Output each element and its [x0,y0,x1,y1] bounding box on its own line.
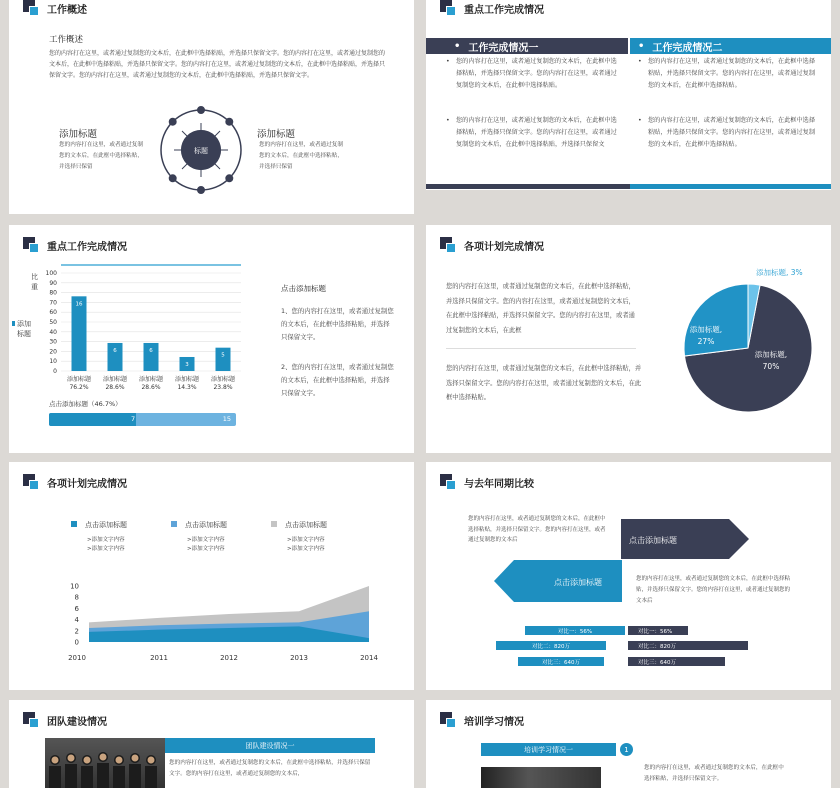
x-tick-label: 2014 [360,654,378,662]
cycle-diagram [151,100,251,200]
progress-label: 点击添加标题（46.7%） [49,400,122,408]
center-label: 标题 [194,147,208,155]
legend-item [71,520,171,552]
legend-label: 点击添加标题 [185,521,227,529]
legend-label-2: 标题 [17,330,31,338]
legend-swatch [71,521,77,527]
pie-slice [684,284,748,356]
slide-plan-completion-pie[interactable] [426,225,831,453]
slide-title-text: 与去年同期比较 [464,478,534,490]
bullet-icon: • [638,40,645,52]
bar-value-label: 6 [113,347,117,354]
slide-work-overview[interactable] [9,0,414,214]
arrow-right-label: 点击添加标题 [629,536,677,545]
legend-sub-line: >添加文字内容 [87,546,125,552]
legend-label: 点击添加标题 [85,521,127,529]
y-tick-label: 2 [74,627,79,636]
slide-title [23,710,107,730]
compare-bar-right: 对比二：820万 [628,641,748,650]
footer-bar-dark [426,184,630,189]
slide-title [23,235,127,255]
training-text: 您的内容打在这里，或者通过复制您的文本后，在此框中选择粘贴，并选择只保留文字。 [644,765,784,782]
y-tick-label: 30 [49,338,57,346]
x-percent-label: 28.6% [141,384,161,391]
progress-bar [49,413,236,426]
compare-text-top: 您的内容打在这里，或者通过复制您的文本后，在此框中选择粘贴，并选择只保留文字。您的内容打在这里，或者通过复制您的文本后 [468,516,606,543]
compare-bar-right: 对比一：56% [628,626,688,635]
bar-value-label: 6 [149,347,153,354]
footer-bar-blue [630,184,831,189]
y-tick-label: 40 [49,328,57,336]
team-banner: 团队建设情况一 [165,738,375,753]
col2-header [630,38,831,54]
y-tick-label: 8 [74,593,79,602]
y-axis-label-1: 比 [31,273,38,281]
col2-bullet-d: • 您的内容打在这里，或者通过复制您的文本后，在此框中选择粘贴，并选择只保留文字。您的内容打在这里，或者通过复制您的文本后，在此框中选择粘贴。 [638,117,816,148]
slide-key-work[interactable] [426,0,831,190]
slide-title-text: 团队建设情况 [47,716,107,728]
legend-swatch [12,321,15,326]
slide-key-work-chart[interactable] [9,225,414,453]
overview-subtitle: 工作概述 [49,35,84,45]
bar-value-label: 16 [75,301,83,308]
x-category-label: 添加标题 [174,376,200,383]
col2-heading: 工作完成情况二 [652,42,723,54]
progress-right-value: 15 [222,415,231,423]
bar-value-label: 5 [221,352,225,359]
legend-sub-line: >添加文字内容 [287,537,325,543]
compare-text-mid: 您的内容打在这里，或者通过复制您的文本后，在此框中选择粘贴，并选择只保留文字。您的内容打在这里，或者通过复制您的文本后 [636,576,791,604]
y-tick-label: 90 [49,279,57,287]
logo-icon [23,237,40,254]
side-heading: 点击添加标题 [281,284,326,293]
x-tick-label: 2012 [220,654,238,662]
x-tick-label: 2010 [68,654,86,662]
y-tick-label: 10 [49,358,57,366]
legend-item [271,520,371,552]
y-tick-label: 6 [74,604,79,613]
col1-bullet-a: • 您的内容打在这里，或者通过复制您的文本后，在此框中选择粘贴，并选择只保留文字。您的内容打在这里，或者通过复制您的文本后，在此框中选择粘贴。 [446,58,617,89]
y-tick-label: 60 [49,309,57,317]
training-banner: 培训学习情况一 [481,743,616,756]
arrow-left-label: 点击添加标题 [554,578,602,587]
y-tick-label: 80 [49,289,57,297]
pie-label-medium: 添加标题, [689,325,723,334]
bar [216,348,231,371]
area-chart [49,580,379,670]
y-tick-label: 0 [53,368,57,375]
compare-bar-right: 对比三：640万 [628,657,725,666]
side-item-2: 2、您的内容打在这里，或者通过复制您的文本后，在此框中选择粘贴，并选择只保留文字。 [281,363,394,397]
right-heading: 添加标题 [257,129,296,140]
logo-icon [440,474,457,491]
slide-title [440,472,534,492]
left-text: 您的内容打在这里，或者通过复制您的文本后，在此框中选择粘贴，并选择只保留 [59,142,143,170]
pie-label-large: 添加标题, [754,350,788,359]
compare-bar-left: 对比一：56% [525,626,625,635]
legend-label: 点击添加标题 [285,521,327,529]
people-icon [45,738,165,788]
training-photo [481,767,601,788]
training-badge: 1 [620,743,633,756]
logo-icon [23,0,40,17]
x-percent-label: 28.6% [105,384,125,391]
x-category-label: 添加标题 [102,376,128,383]
pie-paragraph-1: 您的内容打在这里，或者通过复制您的文本后，在此框中选择粘贴，并选择只保留文字。您的内容打在这里，或者通过复制您的文本后，在此框中选择粘贴，并选择只保留文字。您的内容打在这里，或者通过复制您的文本后，在此框 [446,283,635,334]
slide-title [23,472,127,492]
logo-icon [440,0,457,17]
col1-heading: 工作完成情况一 [468,42,539,54]
col1-bullet-b: • 您的内容打在这里，或者通过复制您的文本后，在此框中选择粘贴，并选择只保留文字。您的内容打在这里，或者通过复制您的文本后，在此框中选择粘贴，并选择只保留文 [446,117,617,148]
compare-bar-left: 对比三：640万 [518,657,604,666]
legend-item [171,520,271,552]
x-tick-label: 2011 [150,654,168,662]
slide-title [440,0,544,18]
bar [72,296,87,371]
right-text: 您的内容打在这里，或者通过复制您的文本后，在此框中选择粘贴，并选择只保留 [259,142,343,170]
x-percent-label: 23.8% [213,384,233,391]
slide-training[interactable] [426,700,831,788]
legend-sub-line: >添加文字内容 [87,537,125,543]
divider [446,348,636,349]
x-tick-label: 2013 [290,654,308,662]
progress-left-value: 7 [131,415,136,423]
logo-icon [23,474,40,491]
legend-sub-line: >添加文字内容 [287,546,325,552]
y-tick-label: 0 [74,638,79,647]
bullet-icon: • [454,40,461,52]
x-category-label: 添加标题 [66,376,92,383]
slide-title [440,235,544,255]
y-tick-label: 70 [49,299,57,307]
progress-fill [49,413,136,426]
col1-header [426,38,628,54]
overview-paragraph: 您的内容打在这里，或者通过复制您的文本后，在此框中选择粘贴，并选择只保留文字。您的内容打在这里，或者通过复制您的文本后，在此框中选择粘贴，并选择只保留文字。您的内容打在这里，或者通过复制您的文本后，在此框中选择粘贴，并选择只保留文字。您的内容打在这里，或者通过复制您的文本后，在此框中选择粘贴，并选择只保留文字。 [49,50,386,79]
logo-icon [440,237,457,254]
logo-icon [440,712,457,729]
col2-bullet-c: • 您的内容打在这里，或者通过复制您的文本后，在此框中选择粘贴，并选择只保留文字。您的内容打在这里，或者通过复制您的文本后，在此框中选择粘贴。 [638,58,816,89]
team-text: 您的内容打在这里，或者通过复制您的文本后，在此框中选择粘贴，并选择只保留文字。您的内容打在这里，或者通过复制您的文本后， [169,760,371,777]
bar-value-label: 3 [185,361,189,368]
x-percent-label: 14.3% [177,384,197,391]
pie-chart [646,255,831,425]
slide-title-text: 各项计划完成情况 [47,478,127,490]
pie-label-medium: 27% [697,337,715,346]
y-tick-label: 20 [49,348,57,356]
x-percent-label: 76.2% [69,384,89,391]
x-category-label: 添加标题 [138,376,164,383]
slide-team-building[interactable] [9,700,414,788]
slide-title-text: 工作概述 [47,4,87,16]
slide-year-comparison[interactable] [426,462,831,690]
slide-title-text: 重点工作完成情况 [464,4,544,16]
legend-swatch [271,521,277,527]
y-axis-label-2: 重 [31,283,38,291]
y-tick-label: 100 [45,270,57,277]
x-category-label: 添加标题 [210,376,236,383]
legend-sub-line: >添加文字内容 [187,537,225,543]
y-tick-label: 50 [49,319,57,326]
slide-title-text: 重点工作完成情况 [47,241,127,253]
pie-label-small: 添加标题, 3% [756,268,803,277]
side-item-1: 1、您的内容打在这里，或者通过复制您的文本后，在此框中选择粘贴，并选择只保留文字。 [281,307,394,341]
bar-chart [9,261,249,401]
pie-paragraph-2: 您的内容打在这里，或者通过复制您的文本后，在此框中选择粘贴，并选择只保留文字。您的内容打在这里，或者通过复制您的文本后，在此框中选择粘贴。 [446,365,642,401]
left-heading: 添加标题 [59,129,98,140]
slide-plan-completion-area[interactable] [9,462,414,690]
compare-bar-left: 对比二：820万 [496,641,606,650]
slide-title [23,0,87,18]
slide-title-text: 培训学习情况 [464,716,524,728]
y-tick-label: 4 [74,616,79,625]
slide-title-text: 各项计划完成情况 [464,241,544,253]
legend-label-1: 添加 [17,320,31,328]
legend-sub-line: >添加文字内容 [187,546,225,552]
arrow-right-shape [621,519,751,559]
team-photo [45,738,165,788]
arrow-left-shape [494,560,624,602]
slide-title [440,710,524,730]
logo-icon [23,712,40,729]
y-tick-label: 10 [70,582,79,591]
pie-label-large: 70% [762,362,780,371]
legend-swatch [171,521,177,527]
